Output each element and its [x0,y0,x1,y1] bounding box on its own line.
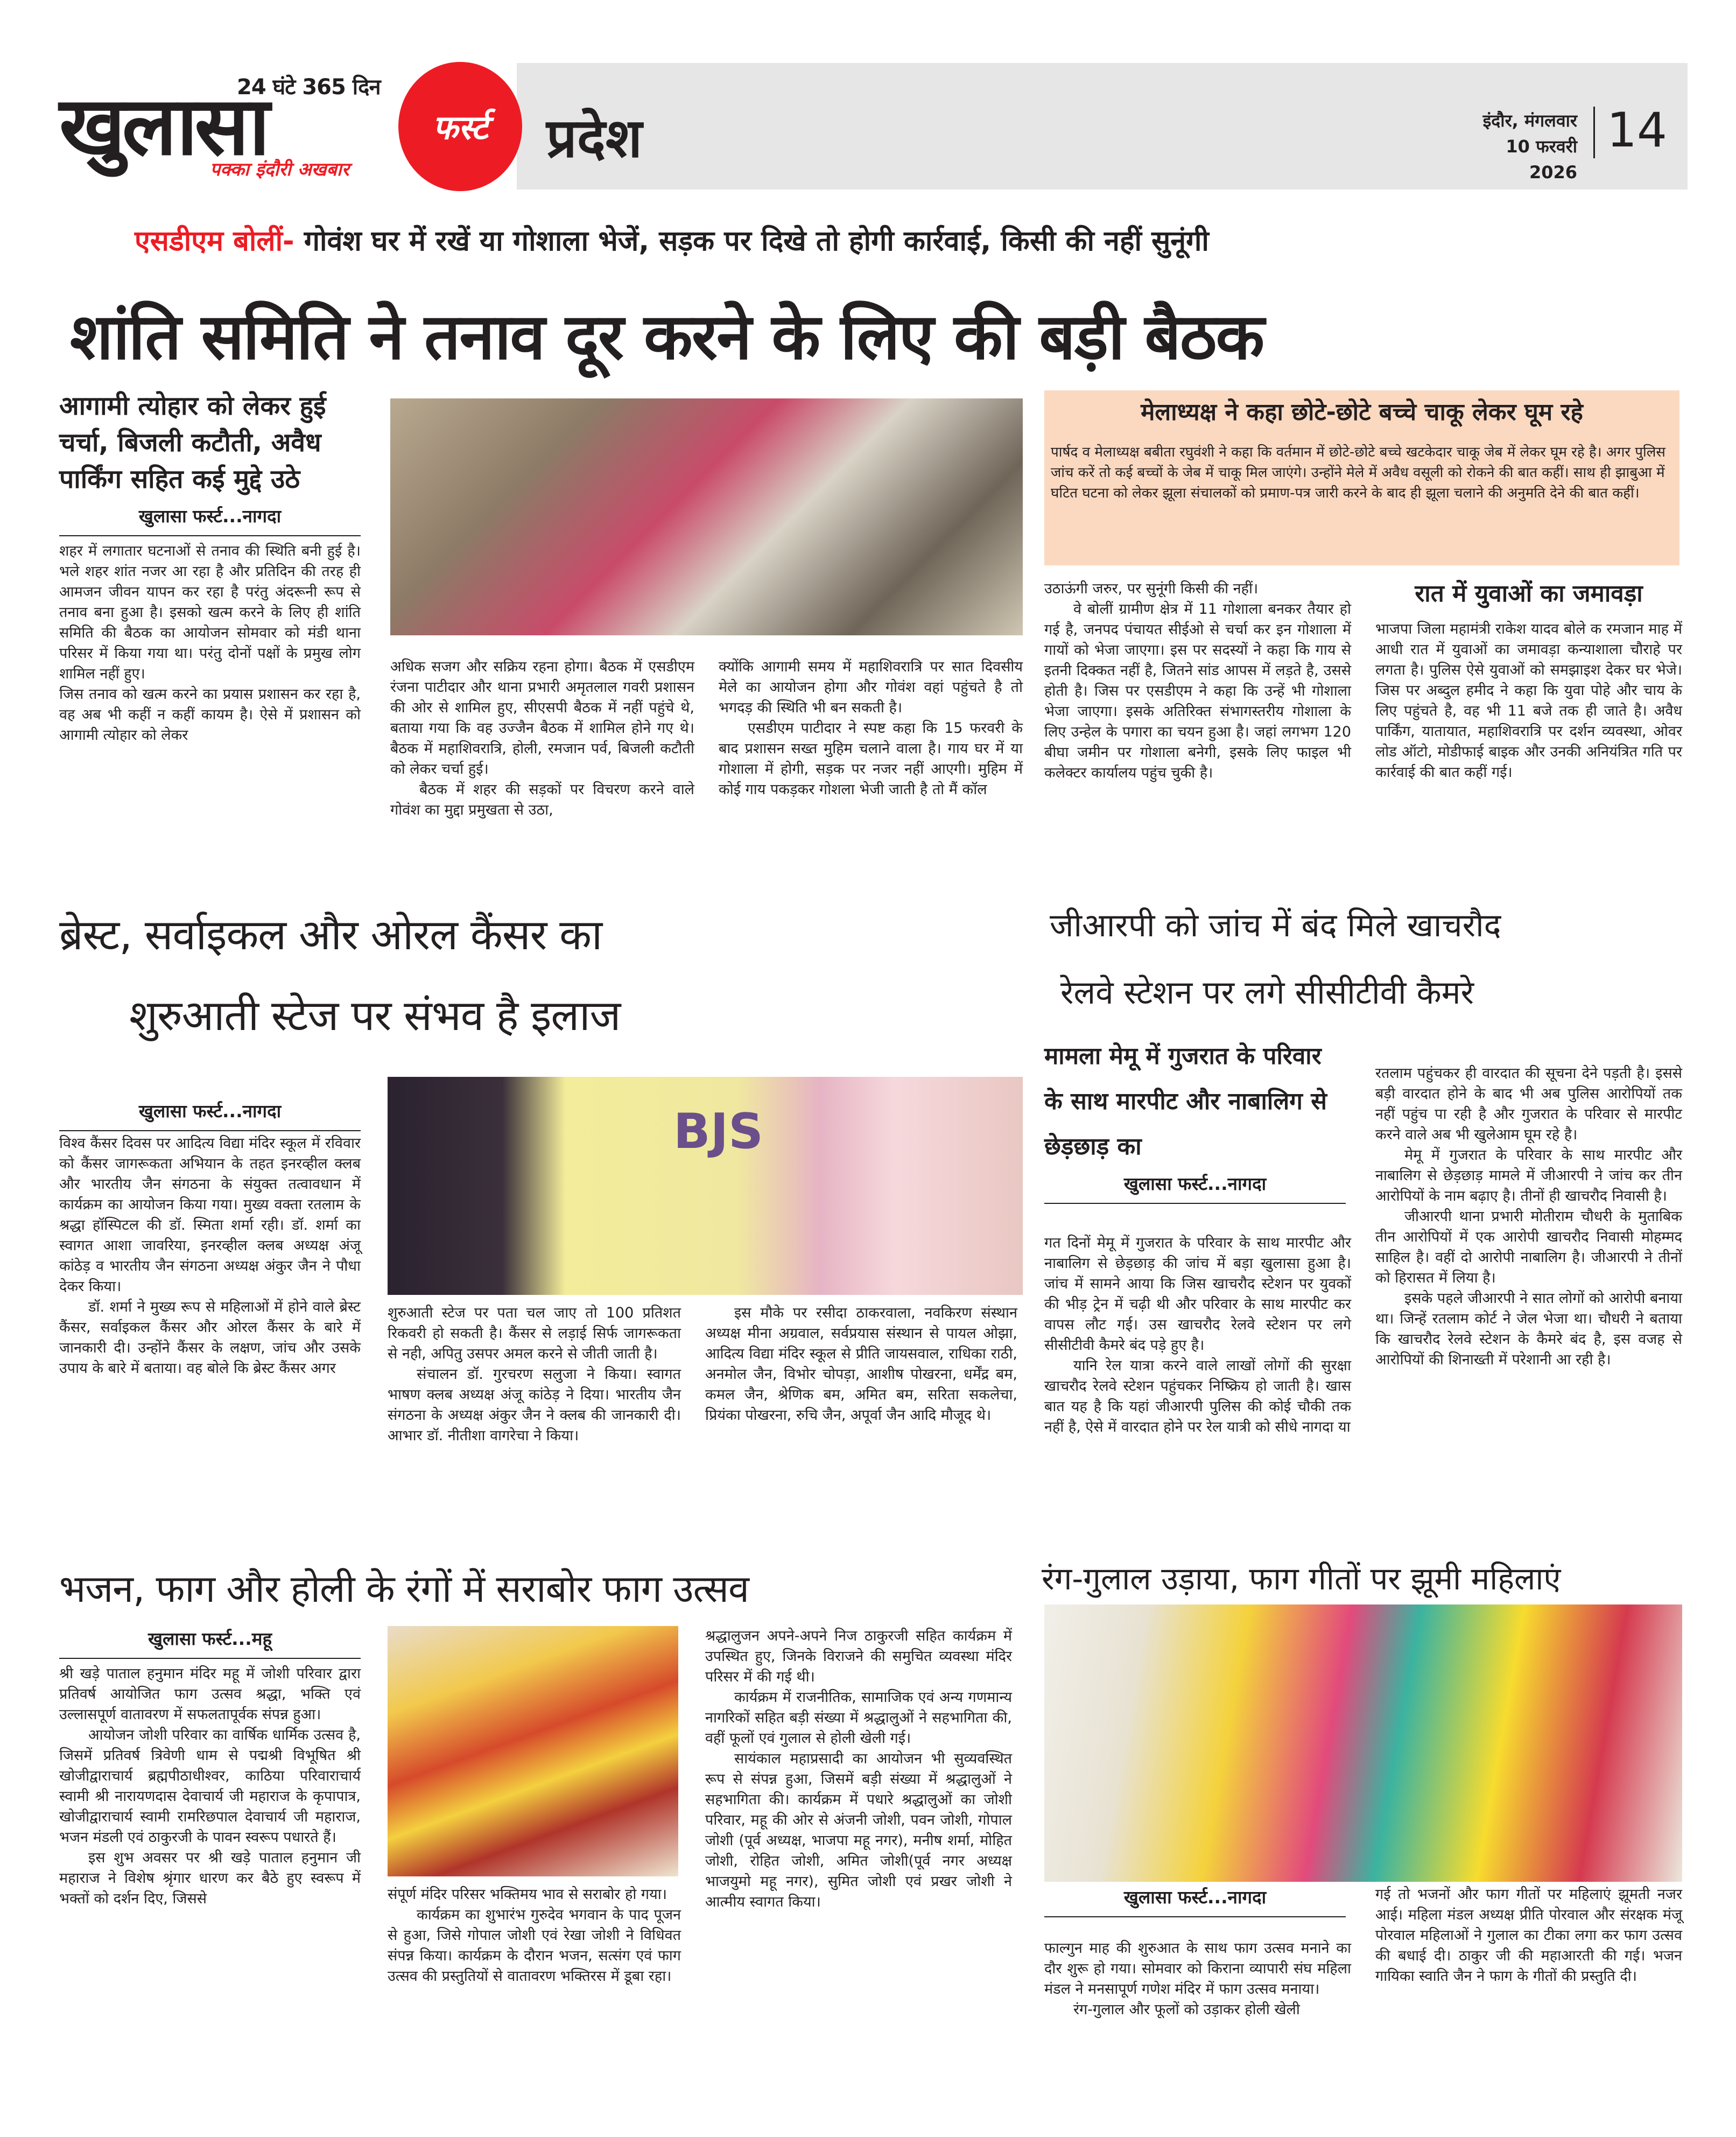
paragraph: डॉ. शर्मा ने मुख्य रूप से महिलाओं में होने वाले ब्रेस्ट कैंसर, सर्वाइकल कैंसर और ओरल कैंसर के बारे में जानकारी दी। उन्होंने कैंसर के लक्षण, जांच और उसके उपाय के बारे में बताया। वह बोले कि ब्रेस्ट कैंसर अगर [59,1299,361,1377]
rang-col-1 [1044,1938,1351,2020]
paragraph: रंग-गुलाल और फूलों को उड़ाकर होली खेली [1073,2001,1300,2018]
rang-headline: रंग-गुलाल उड़ाया, फाग गीतों पर झूमी महिलाएं [1042,1560,1561,1597]
side-title: रात में युवाओं का जमावड़ा [1415,580,1643,607]
mela-box-title: मेलाध्यक्ष ने कहा छोटे-छोटे बच्चे चाकू लेकर घूम रहे [1141,398,1583,426]
paragraph: रतलाम पहुंचकर ही वारदात की सूचना देने पड़ती है। इससे बड़ी वारदात होने के बाद भी अब पुलिस आरोपियों तक नहीं पहुंच पा रही है और गुजरात के परिवार से मारपीट करने वाले अब भी खुलेआम घूम रहे है। [1375,1065,1682,1143]
logo-subtitle: पक्का इंदौरी अखबार [210,159,349,180]
lead-kicker [135,221,1209,259]
lead-col-4 [1044,579,1351,783]
paragraph: बैठक में शहर की सड़कों पर विचरण करने वाले गोवंश का मुद्दा प्रमुखता से उठा, [390,781,694,818]
paragraph: मेमू में गुजरात के परिवार के साथ मारपीट और नाबालिग से छेड़छाड़ मामले में जीआरपी ने जांच कर तीन आरोपियों के नाम बढ़ाए है। तीनों ही खाचरौद निवासी है। [1375,1147,1682,1204]
grp-headline-2: रेलवे स्टेशन पर लगे सीसीटीवी कैमरे [1060,974,1474,1012]
cancer-headline-2: शुरुआती स्टेज पर संभव है इलाज [129,992,621,1040]
paragraph: जिस तनाव को खत्म करने का प्रयास प्रशासन कर रहा है, वह अब भी कहीं न कहीं कायम है। ऐसे में प्रशासन को आगामी त्योहार को लेकर [59,686,361,744]
page-number-divider [1593,107,1595,158]
cancer-headline-1: ब्रेस्ट, सर्वाइकल और ओरल कैंसर का [59,911,602,959]
fag-col-1 [59,1664,361,1909]
mela-box-text: पार्षद व मेलाध्यक्ष बबीता रघुवंशी ने कहा कि वर्तमान में छोटे-छोटे बच्चे खटकेदार चाकू जेब में लेकर घूम रहे है। अगर पुलिस जांच करें तो कई बच्चों के जेब में चाकू मिल जाएंगे। उन्होंने मेले में अवैध वसूली को रोकने की बात कहीं। साथ ही झाबुआ में घटित घटना को लेकर झूला संचालकों को प्रमाण-पत्र जारी करने के बाद ही झूला चलाने की अनुमति देने की बात कहीं। [1051,444,1665,501]
fag-col-2 [388,1884,681,1987]
rang-byline: खुलासा फर्स्ट...नागदा [1044,1884,1346,1917]
kicker-text: गोवंश घर में रखें या गोशाला भेजें, सड़क पर दिखे तो होगी कार्रवाई, किसी की नहीं सुनूंगी [294,225,1209,257]
lead-byline: खुलासा फर्स्ट...नागदा [59,503,361,536]
paragraph: उठाऊंगी जरुर, पर सुनूंगी किसी की नहीं। [1044,580,1259,597]
section-name: प्रदेश [546,107,642,170]
cancer-col-2 [388,1303,681,1446]
photo-banner-text: BJS [673,1103,763,1160]
paragraph: शहर में लगातार घटनाओं से तनाव की स्थिति बनी हुई है। भले शहर शांत नजर आ रहा है और प्रतिदिन की तरह ही आमजन जीवन यापन कर रहा है परंतु अंदरूनी रूप से तनाव बना हुआ है। इसको खत्म करने के लिए ही शांति समिति की बैठक का आयोजन सोमवार को मंडी थाना परिसर में किया गया था। परंतु दोनों पक्षों के प्रमुख लोग शामिल नहीं हुए। [59,543,361,682]
paragraph: गई तो भजनों और फाग गीतों पर महिलाएं झूमती नजर आई। महिला मंडल अध्यक्ष प्रीति पोरवाल और संरक्षक मंजू पोरवाल महिलाओं ने गुलाल का टीका लगा कर फाग उत्सव की बधाई दी। ठाकुर जी की महाआरती की गई। भजन गायिका स्वाति जैन ने फाग के गीतों की प्रस्तुति दी। [1375,1886,1682,1985]
lead-subhead: आगामी त्योहार को लेकर हुई चर्चा, बिजली कटौती, अवैध पार्किंग सहित कई मुद्दे उठे [59,391,326,494]
kicker-red: एसडीएम बोलीं- [135,225,294,257]
lead-headline: शांति समिति ने तनाव दूर करने के लिए की बड़ी बैठक [70,299,1264,374]
lead-col-1 [59,541,361,746]
paragraph: कार्यक्रम में राजनीतिक, सामाजिक एवं अन्य गणमान्य नागरिकों सहित बड़ी संख्या में श्रद्धालुओं ने सहभागिता की, वहीं फूलों एवं गुलाल से होली खेली गई। [705,1689,1012,1747]
lead-col-2 [390,657,694,821]
grp-headline-1: जीआरपी को जांच में बंद मिले खाचरौद [1050,907,1501,944]
paragraph: अधिक सजग और सक्रिय रहना होगा। बैठक में एसडीएम रंजना पाटीदार और थाना प्रभारी अमृतलाल गवरी प्रशासन की ओर से शामिल हुए, सीएसपी बैठक में नहीं पहुंचे थे, बताया गया कि वह उज्जैन बैठक में शामिल होने गए थे। बैठक में महाशिवरात्रि, होली, रमजान पर्व, बिजली कटौती को लेकर चर्चा हुई। [390,658,694,777]
rang-col-2 [1375,1884,1682,1987]
grp-col-2 [1375,1063,1682,1370]
cancer-col-1 [59,1133,361,1379]
paragraph: इसके पहले जीआरपी ने सात लोगों को आरोपी बनाया था। जिन्हें रतलाम कोर्ट ने जेल भेजा था। चौधरी ने बताया कि खाचरौद रेलवे स्टेशन के कैमरे बंद है, इस वजह से आरोपियों की शिनाख्ती में परेशानी आ रही है। [1375,1290,1682,1368]
grp-col-1 [1044,1233,1351,1438]
paragraph: इस मौके पर रसीदा ठाकरवाला, नवकिरण संस्थान अध्यक्ष मीना अग्रवाल, सर्वप्रयास संस्थान से पायल ओझा, आदित्य विद्या मंदिर स्कूल से प्रीति जायसवाल, राधिका राठी, अनमोल जैन, विभोर चोपड़ा, आशीष पोखरना, धर्मेंद्र बम, कमल जैन, श्रेणिक बम, अमित बम, सरिता सकलेचा, प्रियंका पोखरना, रुचि जैन, अपूर्वा जैन आदि मौजूद थे। [705,1305,1017,1424]
paragraph: शुरुआती स्टेज पर पता चल जाए तो 100 प्रतिशत रिकवरी हो सकती है। कैंसर से लड़ाई सिर्फ जागरूकता से नही, अपितु उसपर अमल करने से जीती जाती है। [388,1305,681,1362]
logo-wordmark: खुलासा [59,80,267,173]
grp-subhead: मामला मेमू में गुजरात के परिवार के साथ मारपीट और नाबालिग से छेड़छाड़ का [1044,1042,1327,1160]
paragraph: यानि रेल यात्रा करने वाले लाखों लोगों की सुरक्षा खाचरौद रेलवे स्टेशन पहुंचकर निष्क्रिय हो जाती है। खास बात यह है कि यहां जीआरपी पुलिस की कोई चौकी तक नहीं है, ऐसे में वारदात होने पर रेल यात्री को सीधे नागदा या [1044,1357,1351,1435]
fag-utsav-photo [388,1626,678,1876]
meeting-photo [390,398,1023,635]
logo-tagline: 24 घंटे 365 दिन [237,75,381,100]
paragraph: श्रद्धालुजन अपने-अपने निज ठाकुरजी सहित कार्यक्रम में उपस्थित हुए, जिनके विराजने की समुचित व्यवस्था मंदिर परिसर में की गई थी। [705,1628,1012,1685]
cancer-event-photo [388,1077,1023,1295]
paragraph: कार्यक्रम का शुभारंभ गुरुदेव भगवान के पाद पूजन से हुआ, जिसे गोपाल जोशी एवं रेखा जोशी ने विधिवत संपन्न किया। कार्यक्रम के दौरान भजन, सत्संग एवं फाग उत्सव की प्रस्तुतियों से वातावरण भक्तिरस में डूबा रहा। [388,1907,681,1985]
fag-headline: भजन, फाग और होली के रंगों में सराबोर फाग उत्सव [59,1567,749,1611]
paragraph: गत दिनों मेमू में गुजरात के परिवार के साथ मारपीट और नाबालिग से छेड़छाड़ की जांच में बड़ा खुलासा हुआ है। जांच में सामने आया कि जिस खाचरौद स्टेशन पर युवकों की भीड़ ट्रेन में चढ़ी थी और परिवार के साथ मारपीट कर वापस लौट गई। उस खाचरौद रेलवे स्टेशन पर लगे सीसीटीवी कैमरे बंद पड़े हुए है। [1044,1235,1351,1354]
logo-circle [398,62,522,191]
side-text: भाजपा जिला महामंत्री राकेश यादव बोले क रमजान माह में आधी रात में युवाओं का जमावड़ा कन्याशाला चौराहे पर लगता है। पुलिस ऐसे युवाओं को समझाइश देकर घर भेजे। जिस पर अब्दुल हमीद ने कहा कि युवा पोहे और चाय के लिए पहुंचते है, वह भी 11 बजे तक ही जाते है। अवैध पार्किंग, यातायात, महाशिवरात्रि पर दर्शन व्यवस्था, ओवर लोड ऑटो, मोडीफाई बाइक और उनकी अनियंत्रित गति पर कार्रवाई की बात कहीं गई। [1375,621,1682,781]
grp-byline: खुलासा फर्स्ट...नागदा [1044,1171,1346,1204]
paragraph: श्री खड़े पाताल हनुमान मंदिर महू में जोशी परिवार द्वारा प्रतिवर्ष आयोजित फाग उत्सव श्रद्धा, भक्ति एवं उल्लासपूर्ण वातावरण में सफलतापूर्वक संपन्न हुआ। [59,1665,361,1723]
paragraph: विश्व कैंसर दिवस पर आदित्य विद्या मंदिर स्कूल में रविवार को कैंसर जागरूकता अभियान के तहत इनरव्हील क्लब और भारतीय जैन संगठना के संयुक्त तत्वावधान में कार्यक्रम का आयोजन किया गया। मुख्य वक्ता रतलाम के श्रद्धा हॉस्पिटल की डॉ. स्मिता शर्मा रही। डॉ. शर्मा का स्वागत आशा जावरिया, इनरव्हील क्लब अध्यक्ष अंजू कांठेड़ व भारतीय जैन संगठना अध्यक्ष अंकुर जैन ने पौधा देकर किया। [59,1135,361,1295]
paragraph: आयोजन जोशी परिवार का वार्षिक धार्मिक उत्सव है, जिसमें प्रतिवर्ष त्रिवेणी धाम से पद्मश्री विभूषित श्री खोजीद्वाराचार्य ब्रह्मपीठाधीश्वर, काठिया परिवाराचार्य स्वामी श्री नारायणदास देवाचार्य जी महाराज के कृपापात्र, खोजीद्वाराचार्य स्वामी रामरिछपाल देवाचार्य जी महाराज, भजन मंडली एवं ठाकुरजी के पावन स्वरूप पधारते हैं। [59,1727,361,1846]
logo-circle-text: फर्स्ट [432,108,488,147]
paragraph: जीआरपी थाना प्रभारी मोतीराम चौधरी के मुताबिक तीन आरोपियों में एक आरोपी खाचरौद निवासी मोहम्मद साहिल है। वहीं दो आरोपी नाबालिग है। जीआरपी ने तीनों को हिरासत में लिया है। [1375,1208,1682,1286]
mela-box [1044,390,1679,565]
page-number: 14 [1607,102,1667,158]
paragraph: इस शुभ अवसर पर श्री खड़े पाताल हनुमान जी महाराज ने विशेष श्रृंगार धारण कर बैठे हुए स्वरूप में भक्तों को दर्शन दिए, जिससे [59,1849,361,1907]
paragraph: एसडीएम पाटीदार ने स्पष्ट कहा कि 15 फरवरी के बाद प्रशासन सख्त मुहिम चलाने वाला है। गाय घर में या गोशाला में होगी, सड़क पर नजर नहीं आएगी। मुहिम में कोई गाय पकड़कर गोशला भेजी जाती है तो मैं कॉल [719,720,1023,798]
paragraph: वे बोलीं ग्रामीण क्षेत्र में 11 गोशाला बनकर तैयार हो गई है, जनपद पंचायत सीईओ से चर्चा कर इन गोशाला में गायों को भेजा जाएगा। इस पर सदस्यों ने कहा कि गाय से इतनी दिक्कत नहीं है, जितने सांड आपस में लड़ते है, उससे होती है। जिस पर एसडीएम ने कहा कि उन्हें भी गोशाला भेजा जाएगा। इसके अतिरिक्त संभागस्तरीय गोशाला के लिए उन्हेल के पगारा का चयन हुआ है। जहां लगभग 120 बीघा जमीन पर गोशाला बनेगी, इसके लिए फाइल भी कलेक्टर कार्यालय पहुंच चुकी है। [1044,601,1351,781]
fag-byline: खुलासा फर्स्ट...महू [59,1626,361,1659]
paragraph: संचालन डॉ. गुरचरण सलुजा ने किया। स्वागत भाषण क्लब अध्यक्ष अंजू कांठेड़ ने दिया। भारतीय जैन संगठना के अध्यक्ष अंकुर जैन ने क्लब की जानकारी दी। आभार डॉ. नीतीशा वागरेचा ने किया। [388,1366,681,1444]
rang-gulal-photo [1044,1604,1682,1882]
fag-col-3 [705,1626,1012,1912]
cancer-col-3 [705,1303,1017,1426]
city-day: इंदौर, मंगलवार [1482,110,1577,131]
paragraph: फाल्गुन माह की शुरुआत के साथ फाग उत्सव मनाने का दौर शुरू हो गया। सोमवार को किराना व्यापारी संघ महिला मंडल ने मनसापूर्ण गणेश मंदिर में फाग उत्सव मनाया। [1044,1940,1351,1998]
cancer-byline: खुलासा फर्स्ट...नागदा [59,1098,361,1131]
paragraph: सायंकाल महाप्रसादी का आयोजन भी सुव्यवस्थित रूप से संपन्न हुआ, जिसमें बड़ी संख्या में श्रद्धालुओं ने सहभागिता की। कार्यक्रम में पधारे श्रद्धालुओं का जोशी परिवार, महू की ओर से अंजनी जोशी, पवन जोशी, गोपाल जोशी (पूर्व अध्यक्ष, भाजपा महू नगर), मनीष शर्मा, मोहित जोशी, रोहित जोशी, अमित जोशी(पूर्व नगर अध्यक्ष भाजयुमो महू नगर), सुमित जोशी एवं प्रखर जोशी ने आत्मीय स्वागत किया। [705,1750,1012,1910]
paragraph: संपूर्ण मंदिर परिसर भक्तिमय भाव से सराबोर हो गया। [388,1886,667,1903]
dateline [1453,108,1577,185]
lead-col-3 [719,657,1023,800]
issue-date: 10 फरवरी 2026 [1506,136,1577,183]
paragraph: क्योंकि आगामी समय में महाशिवरात्रि पर सात दिवसीय मेले का आयोजन होगा और गोवंश वहां पहुंचते है तो भगदड़ की स्थिति भी बन सकती है। [719,658,1023,716]
